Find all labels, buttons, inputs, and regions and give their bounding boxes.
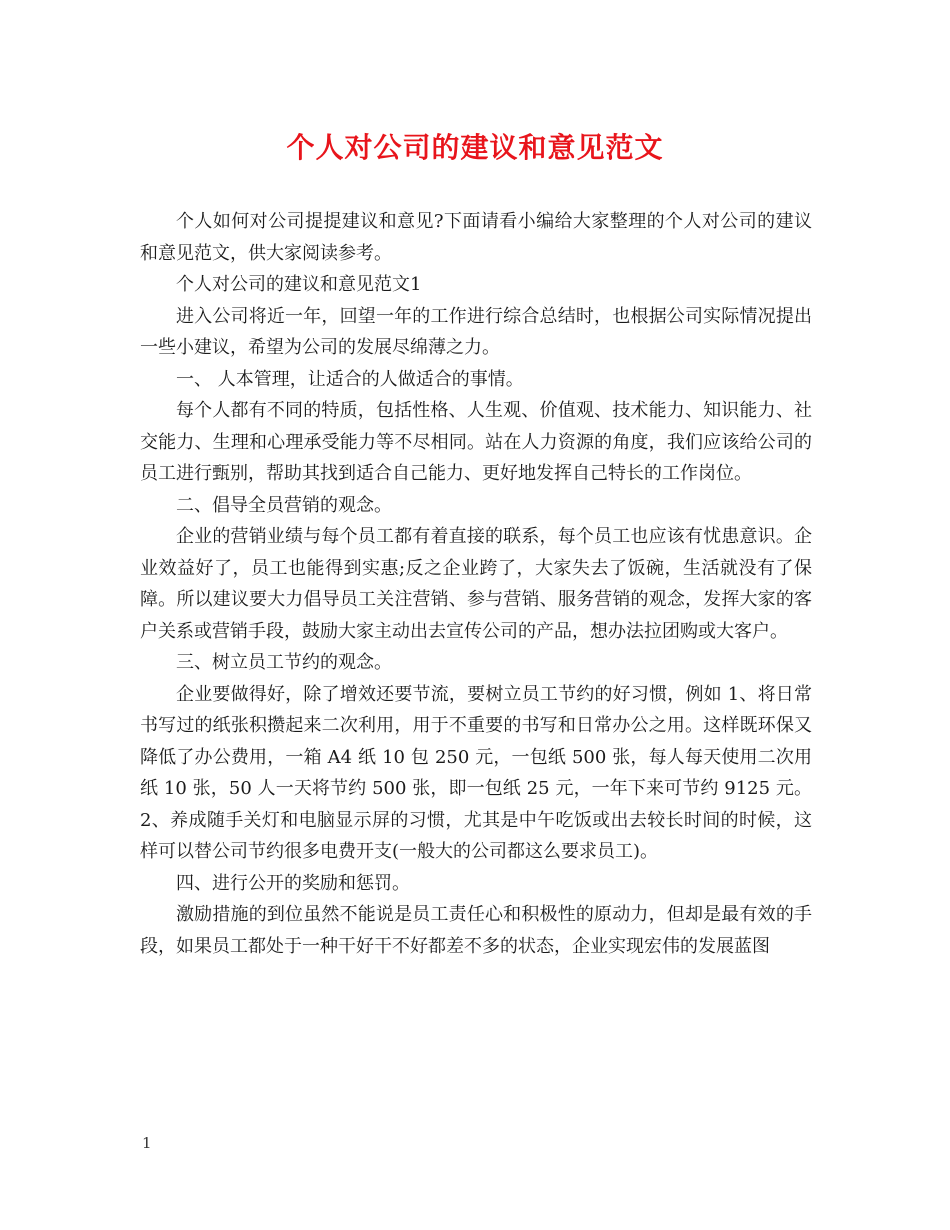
section-heading-1: 一、 人本管理，让适合的人做适合的事情。 (176, 368, 524, 390)
document-title: 个人对公司的建议和意见范文 (286, 131, 664, 164)
document-body (140, 206, 812, 962)
section-heading-2: 二、倡导全员营销的观念。 (176, 494, 392, 516)
paragraph: 企业要做得好，除了增效还要节流，要树立员工节约的好习惯，例如 1、将日常书写过的纸张积攒起来二次利用，用于不重要的书写和日常办公之用。这样既环保又降低了办公费用，一箱 A4 纸 10 包 250 元，一包纸 500 张，每人每天使用二次用纸 10 张，50 人一天将节约 500 张，即一包纸 25 元，一年下来可节约 9125 元。2、养成随手关灯和电脑显示屏的习惯，尤其是中午吃饭或出去较长时间的时候，这样可以替公司节约很多电费开支(一般大的公司都这么要求员工)。 (140, 683, 812, 862)
paragraph: 每个人都有不同的特质，包括性格、人生观、价值观、技术能力、知识能力、社交能力、生理和心理承受能力等不尽相同。站在人力资源的角度，我们应该给公司的员工进行甄别，帮助其找到适合自己能力、更好地发挥自己特长的工作岗位。 (140, 400, 812, 484)
paragraph-subtitle: 个人对公司的建议和意见范文1 (176, 274, 422, 295)
paragraph: 进入公司将近一年，回望一年的工作进行综合总结时，也根据公司实际情况提出一些小建议，希望为公司的发展尽绵薄之力。 (140, 305, 812, 358)
section-heading-4: 四、进行公开的奖励和惩罚。 (176, 872, 410, 894)
section-heading-3: 三、树立员工节约的观念。 (176, 652, 392, 673)
paragraph: 激励措施的到位虽然不能说是员工责任心和积极性的原动力，但却是最有效的手段，如果员工都处于一种干好干不好都差不多的状态，企业实现宏伟的发展蓝图 (140, 904, 812, 957)
paragraph-intro: 个人如何对公司提提建议和意见?下面请看小编给大家整理的个人对公司的建议和意见范文，供大家阅读参考。 (140, 211, 812, 264)
page-number: 1 (142, 1134, 152, 1152)
paragraph: 企业的营销业绩与每个员工都有着直接的联系，每个员工也应该有忧患意识。企业效益好了，员工也能得到实惠;反之企业跨了，大家失去了饭碗，生活就没有了保障。所以建议要大力倡导员工关注营销、参与营销、服务营销的观念，发挥大家的客户关系或营销手段，鼓励大家主动出去宣传公司的产品，想办法拉团购或大客户。 (140, 526, 812, 642)
